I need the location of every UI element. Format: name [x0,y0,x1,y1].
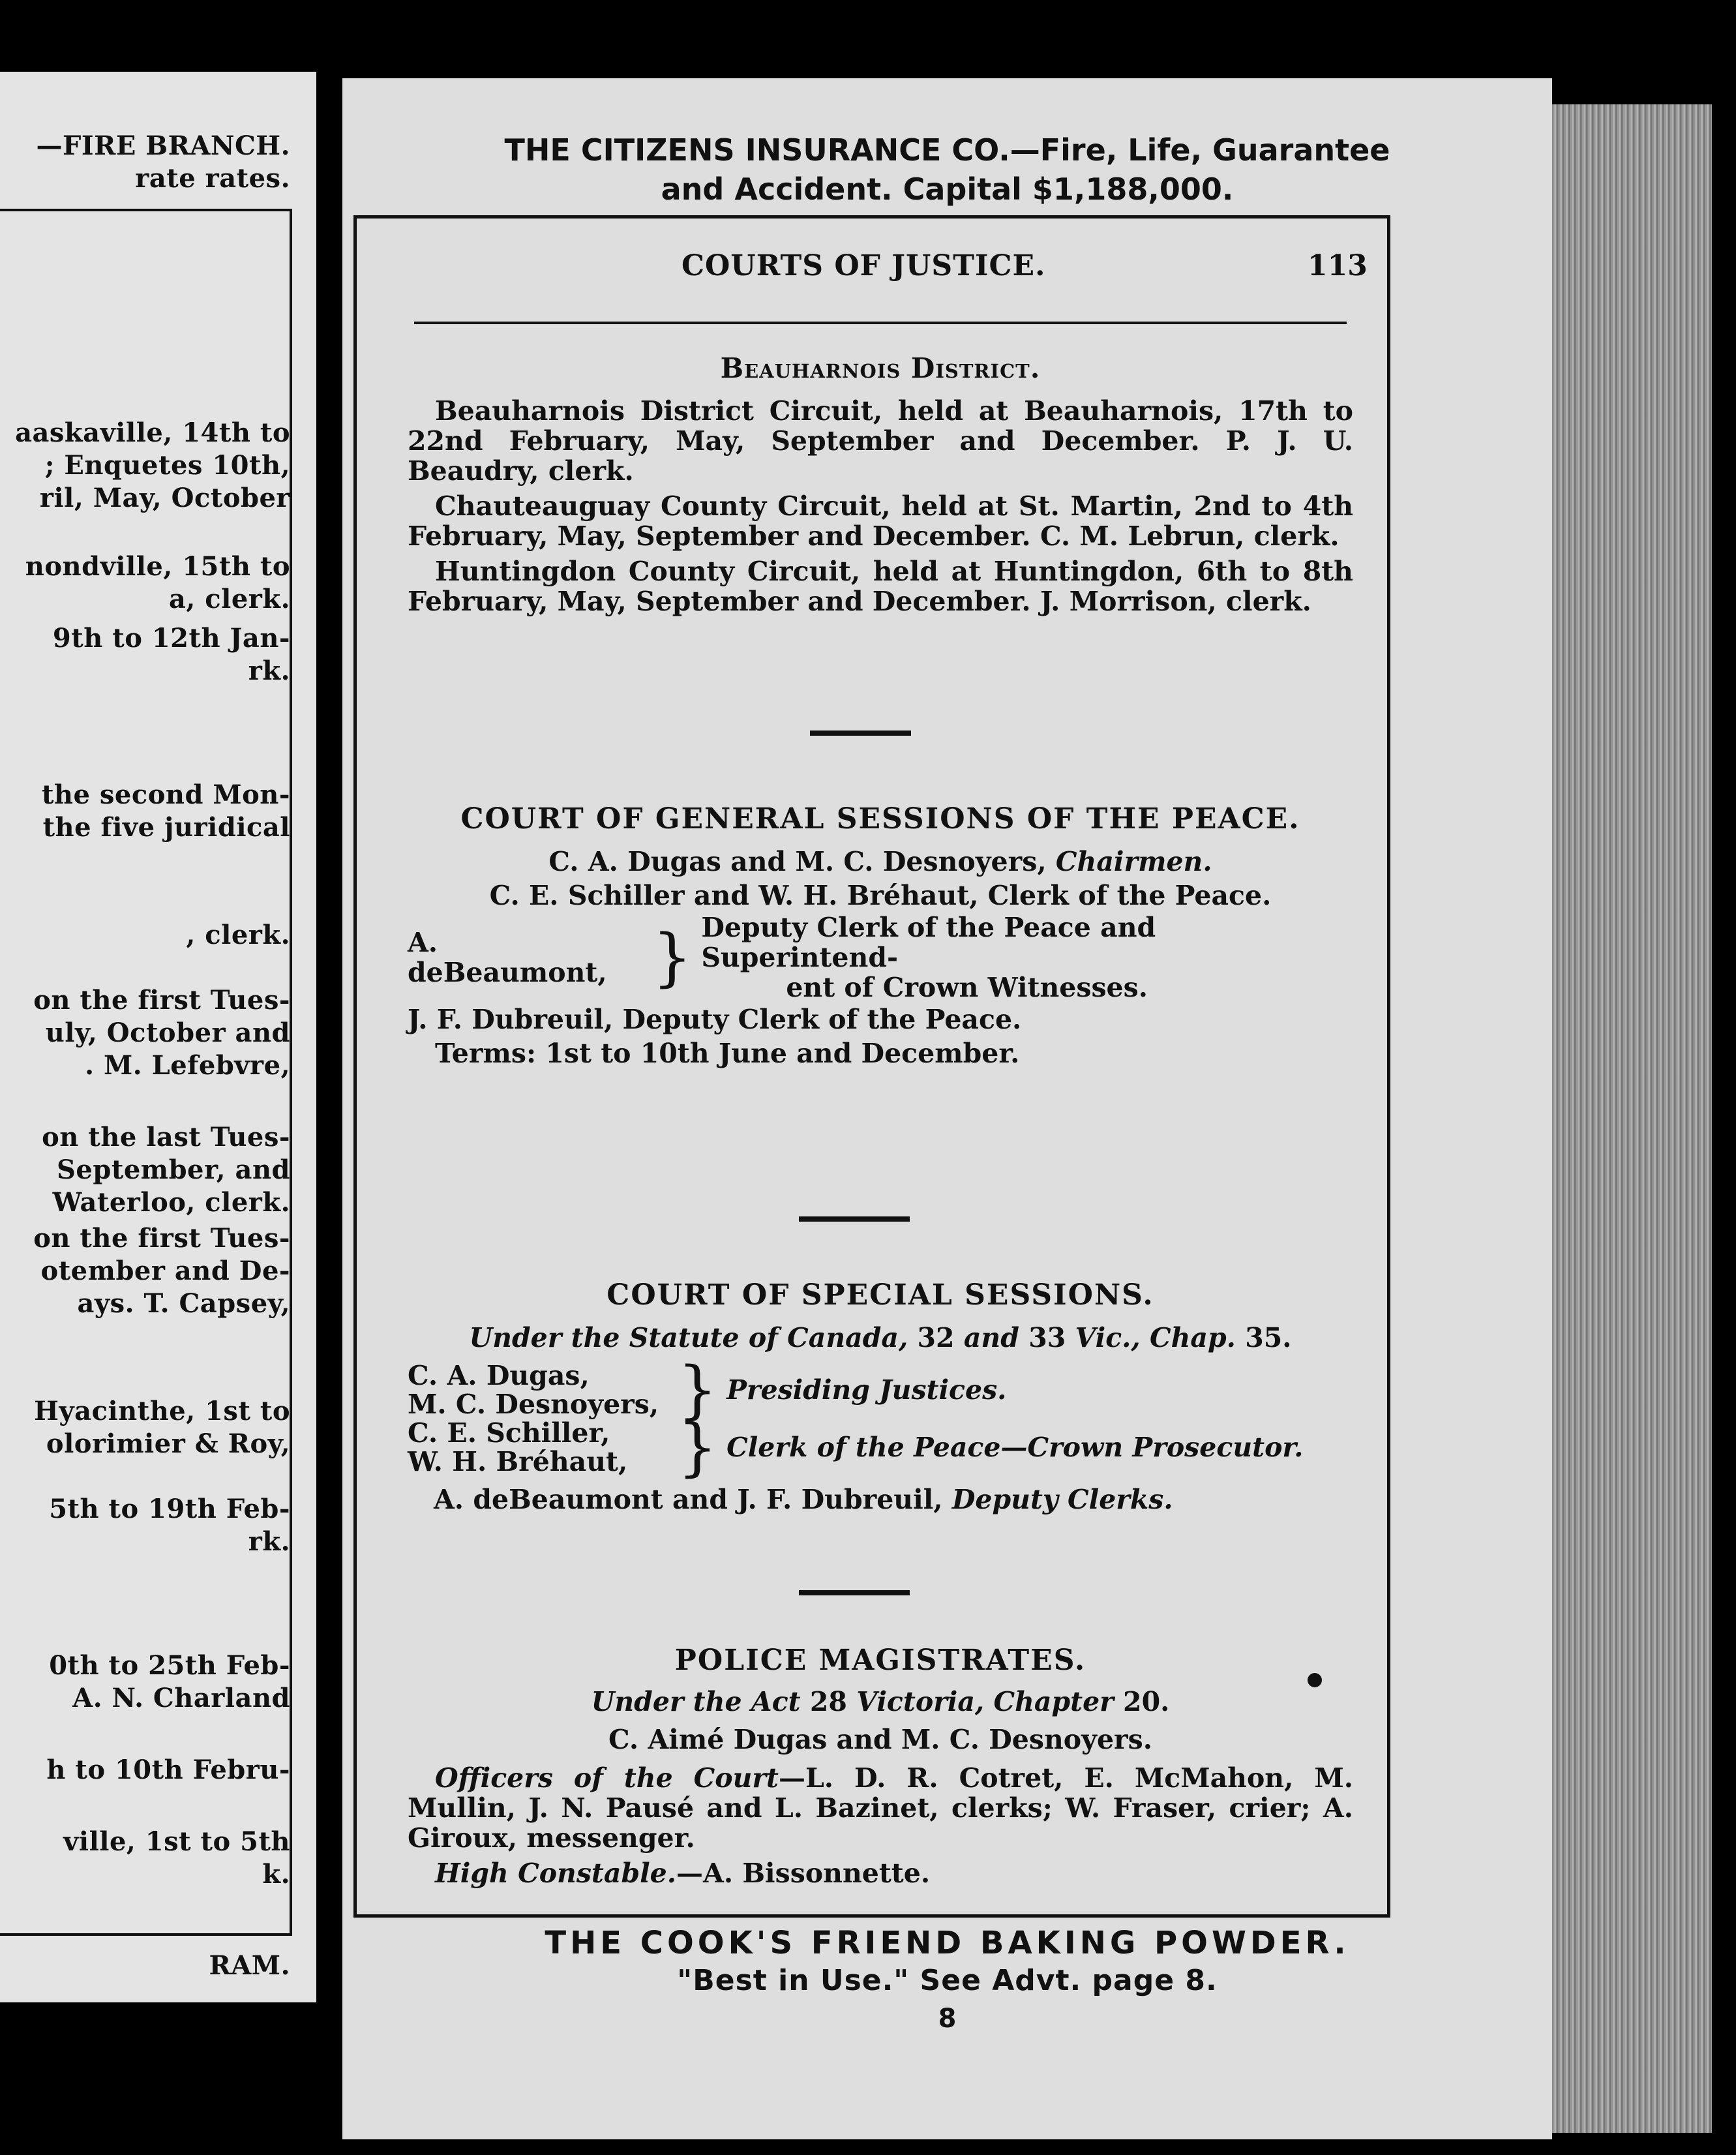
special-sessions-title: COURT OF SPECIAL SESSIONS. [606,1278,1154,1312]
chairmen-line [408,845,1353,879]
circuit-entry: Beauharnois District Circuit, held at Beauharnois, 17th to 22nd February, May, September and December. P. J. U. Beaudry, clerk. [408,395,1353,487]
left-line: olorimier & Roy, [46,1428,290,1459]
clerk-name: C. E. Schiller, [408,1417,610,1449]
deputy-clerk-name: A. deBeaumont, [408,927,607,988]
section-divider [799,1216,910,1222]
footer-ad-line1: THE COOK'S FRIEND BAKING POWDER. [545,1925,1350,1961]
header-ad-line2: and Accident. Capital $1,188,000. [661,172,1234,207]
deputy-role-line1: Deputy Clerk of the Peace and Superintend- [701,912,1156,973]
page-number: 113 [1308,249,1368,282]
deputy-clerks-role: Deputy Clerks. [951,1484,1173,1515]
presiding-justices-role: Presiding Justices. [726,1374,1007,1406]
left-line: Waterloo, clerk. [52,1187,290,1218]
section-divider [799,1590,910,1595]
act-text: Victoria, Chapter [856,1686,1114,1717]
left-line: h to 10th Febru- [46,1755,290,1785]
chairmen-names: C. A. Dugas and M. C. Desnoyers, [548,846,1047,877]
circuit-entry: Chauteauguay County Circuit, held at St. Martin, 2nd to 4th February, May, September and December. C. M. Lebrun, clerk. [408,490,1353,552]
general-sessions-section [408,802,1353,1070]
deputy-clerk-entry [408,912,1353,1002]
left-line: the second Mon- [41,779,290,810]
header-rule [414,322,1347,324]
main-page [342,78,1552,2139]
magistrate-names: C. Aimé Dugas and M. C. Desnoyers. [608,1724,1152,1755]
second-deputy-line: J. F. Dubreuil, Deputy Clerk of the Peace. [408,1004,1022,1035]
header-ad-line1: THE CITIZENS INSURANCE CO.—Fire, Life, Guarantee [504,132,1390,168]
left-line: A. N. Charland [72,1683,290,1713]
clerk-name: W. H. Bréhaut, [408,1446,628,1477]
left-line: rk. [248,1526,290,1557]
high-constable [408,1858,1353,1888]
left-line: ays. T. Capsey, [77,1288,290,1319]
previous-page-fragment [0,72,316,2002]
left-line: a, clerk. [169,584,290,614]
left-line: 5th to 19th Feb- [49,1494,290,1524]
header-advertisement [342,130,1552,209]
footer-advertisement [342,1924,1552,2038]
presiding-justices-entry [408,1353,1353,1426]
left-line: otember and De- [40,1256,290,1286]
footer-ad-line2: "Best in Use." See Advt. page 8. [677,1964,1218,1997]
left-line: rk. [248,656,290,686]
act-number: 28 [809,1686,847,1717]
deputy-clerks-names: A. deBeaumont and J. F. Dubreuil, [434,1484,943,1515]
constable-label: High Constable. [435,1858,677,1889]
terms-line: Terms: 1st to 10th June and December. [435,1038,1020,1069]
left-line: , clerk. [186,920,290,950]
brace-icon: } [652,921,693,994]
statute-line [408,1321,1353,1355]
left-line: —FIRE BRANCH. [36,130,290,161]
left-line: on the first Tues- [33,985,290,1016]
act-text: Under the Act [591,1686,801,1717]
statute-text: Under the Statute of Canada, [469,1322,908,1353]
left-line: the five juridical [42,812,290,843]
left-line: September, and [57,1154,290,1185]
beauharnois-district-section [408,352,1353,622]
statute-number: 35. [1245,1322,1292,1353]
left-line: . M. Lefebvre, [85,1050,290,1081]
clerk-prosecutor-entry [408,1411,1353,1484]
statute-text: Vic., Chap. [1075,1322,1236,1353]
deputy-role-line2: ent of Crown Witnesses. [786,972,1148,1003]
statute-text: and [963,1322,1019,1353]
left-line: RAM. [209,1950,290,1981]
left-line: on the first Tues- [33,1223,290,1254]
act-line [408,1685,1353,1719]
general-sessions-title: COURT OF GENERAL SESSIONS OF THE PEACE. [460,802,1300,836]
left-line: ; Enquetes 10th, [44,450,290,481]
left-line: on the last Tues- [42,1122,290,1153]
left-line: rate rates. [135,163,290,194]
left-line: k. [262,1859,290,1890]
officers-label: Officers of the Court [435,1762,779,1794]
left-line: 9th to 12th Jan- [52,623,290,654]
clerk-prosecutor-role: Clerk of the Peace—Crown Prosecutor. [726,1432,1304,1463]
brace-icon: } [678,1353,718,1426]
act-number: 20. [1123,1686,1170,1717]
left-line: Hyacinthe, 1st to [34,1396,290,1426]
left-line: 0th to 25th Feb- [49,1650,290,1681]
clerks-of-peace-line: C. E. Schiller and W. H. Bréhaut, Clerk of the Peace. [489,880,1272,911]
book-page-edges [1536,104,1712,2133]
statute-number: 32 [917,1322,955,1353]
chairmen-role: Chairmen. [1055,846,1212,877]
special-sessions-section [408,1278,1353,1516]
officers-text: —L. D. R. Cotret, E. McMahon, M. Mullin, J. N. Pausé and L. Bazinet, clerks; W. Fraser, crier; A. Giroux, messenger. [408,1762,1353,1854]
signature-mark: 8 [938,2004,957,2034]
police-magistrates-section [408,1644,1353,1893]
running-head: COURTS OF JUSTICE. [681,249,1046,282]
deputy-clerks-line [408,1483,1353,1516]
officers-of-court [408,1763,1353,1853]
left-line: ville, 1st to 5th [63,1826,290,1857]
statute-number: 33 [1028,1322,1066,1353]
section-divider [810,731,911,736]
constable-text: —A. Bissonnette. [676,1858,931,1889]
district-heading: Beauharnois District. [720,352,1041,384]
left-line: nondville, 15th to [25,551,290,582]
left-line: aaskaville, 14th to [15,417,290,448]
justice-name: C. A. Dugas, [408,1360,590,1391]
left-line: ril, May, October [39,483,290,513]
ink-dot [1308,1673,1322,1687]
brace-icon: } [678,1411,718,1484]
circuit-entry: Huntingdon County Circuit, held at Huntingdon, 6th to 8th February, May, September and December. J. Morrison, clerk. [408,556,1353,617]
police-magistrates-title: POLICE MAGISTRATES. [674,1644,1086,1677]
justice-name: M. C. Desnoyers, [408,1389,659,1420]
left-line: uly, October and [45,1017,290,1048]
